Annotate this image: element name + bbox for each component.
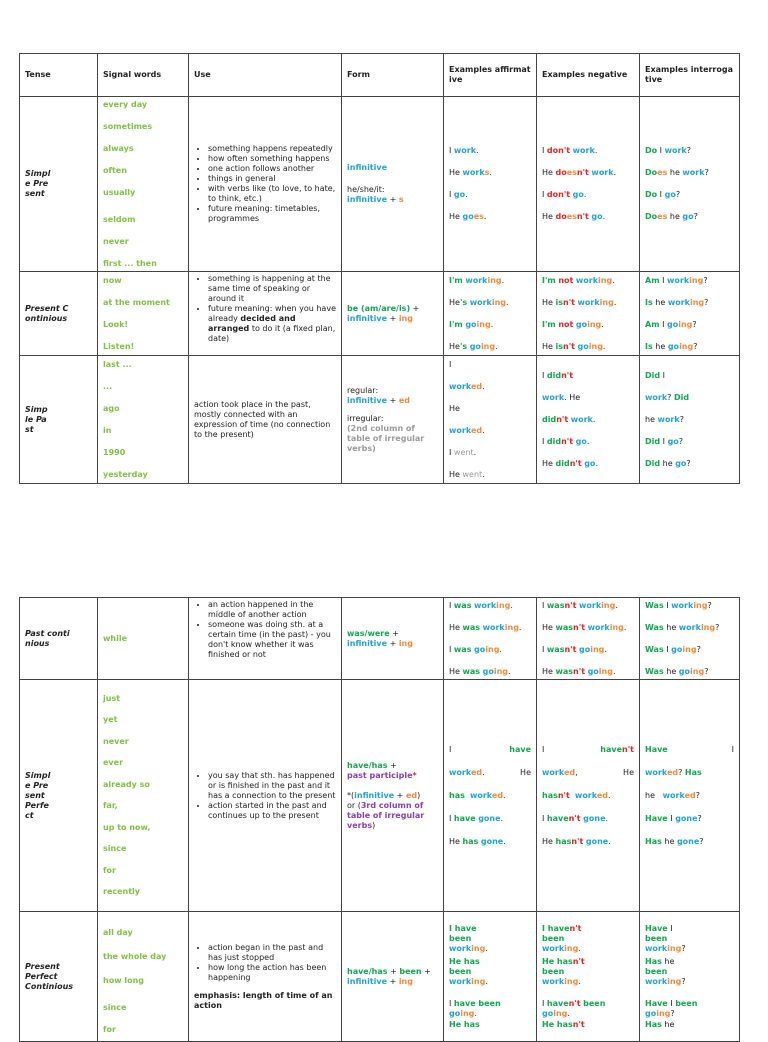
use-cell — [189, 680, 342, 912]
form-cell: be (am/are/is) + infinitive + ing — [342, 272, 444, 356]
form-infinitive: infinitive — [347, 163, 388, 172]
header-use: Use — [189, 54, 342, 97]
use-item: • someone was doing sth. at a certain time (in the past) - you don't know whether it was finished or not — [208, 620, 336, 660]
signal-words — [98, 598, 189, 680]
signal-word: just — [103, 693, 121, 703]
use-item: • how long the action has been happening — [208, 963, 336, 983]
signal-word: for — [103, 865, 116, 875]
signal-word: all day — [103, 928, 133, 937]
examples-interrogative: Have I been working? Has he been working? Have I been going? Has he — [640, 912, 740, 1042]
row-simple-present — [20, 97, 740, 272]
row-present-perfect-continuous — [20, 912, 740, 1042]
examples-affirmative: I work. He works. I go. He goes. — [444, 97, 537, 272]
examples-negative: I'm not working. He isn't working. I'm not going. He isn't going. — [537, 272, 640, 356]
use-item: • future meaning: when you have already decided and arranged to do it (a fixed plan, date) — [208, 304, 336, 344]
examples-interrogative: Did I work? Did he work? Did I go? Did he go? — [640, 356, 740, 484]
use-item: • how often something happens — [208, 154, 336, 164]
signal-word: never — [103, 236, 129, 246]
signal-word: every day — [103, 99, 148, 109]
use-item: • future meaning: timetables, programmes — [208, 204, 336, 224]
form-cell: have/has + been + infinitive + ing — [342, 912, 444, 1042]
signal-word: already so — [103, 779, 150, 789]
use-item: • one action follows another — [208, 164, 336, 174]
signal-words — [98, 97, 189, 272]
signal-word: since — [103, 844, 127, 854]
signal-word: seldom — [103, 214, 136, 224]
examples-affirmative: I have worked. He has worked. I have gone. He has gone. — [444, 680, 537, 912]
signal-word: ago — [103, 403, 120, 413]
signal-words — [98, 680, 189, 912]
signal-word: the whole day — [103, 952, 167, 961]
form-cell: regular: infinitive + ed irregular: (2nd column of table of irregular verbs) — [342, 356, 444, 484]
examples-affirmative: I worked. He worked. I went. He went. — [444, 356, 537, 484]
row-present-continuous — [20, 272, 740, 356]
tenses-table-2 — [19, 597, 740, 1042]
signal-word: now — [103, 275, 122, 285]
header-examples-negative: Examples negative — [537, 54, 640, 97]
examples-affirmative: I have been working. He has been working. I have been going. He has — [444, 912, 537, 1042]
tenses-table-1 — [19, 53, 740, 484]
use-item: • something is happening at the same time of speaking or around it — [208, 274, 336, 304]
signal-words — [98, 272, 189, 356]
tense-name: Simple Past — [20, 356, 98, 484]
row-past-continuous — [20, 598, 740, 680]
signal-word: Look! — [103, 319, 129, 329]
signal-word: 1990 — [103, 447, 126, 457]
form-he-she-it: he/she/it: — [347, 185, 385, 194]
signal-word: Listen! — [103, 341, 135, 351]
examples-interrogative: Do I work? Does he work? Do I go? Does he go? — [640, 97, 740, 272]
use-cell — [189, 272, 342, 356]
examples-interrogative: Was I working? Was he working? Was I going? Was he going? — [640, 598, 740, 680]
examples-negative: I don't work. He doesn't work. I don't go. He doesn't go. — [537, 97, 640, 272]
signal-word: always — [103, 143, 134, 153]
header-signal-words: Signal words — [98, 54, 189, 97]
examples-negative: I didn't work. He didn't work. I didn't go. He didn't go. — [537, 356, 640, 484]
use-cell — [189, 598, 342, 680]
use-cell — [189, 97, 342, 272]
signal-word: ... — [103, 381, 113, 391]
examples-affirmative: I'm working. He's working. I'm going. He's going. — [444, 272, 537, 356]
form-cell: was/were + infinitive + ing — [342, 598, 444, 680]
signal-word: first ... then — [103, 258, 157, 268]
use-item: • something happens repeatedly — [208, 144, 336, 154]
signal-word: up to now, — [103, 822, 151, 832]
emphasis-note: emphasis: length of time of an action — [194, 990, 333, 1010]
tense-name: Present Perfect Continious — [20, 912, 98, 1042]
signal-word: far, — [103, 801, 118, 811]
signal-word: yet — [103, 715, 118, 725]
use-item: • an action happened in the middle of another action — [208, 600, 336, 620]
header-examples-interrogative: Examples interrogative — [640, 54, 740, 97]
examples-affirmative: I was working. He was working. I was going. He was going. — [444, 598, 537, 680]
table-header-row — [20, 54, 740, 97]
use-item: • action began in the past and has just stopped — [208, 943, 336, 963]
form-cell: have/has + past participle* *(infinitive + ed) or (3rd column of table of irregular verbs) — [342, 680, 444, 912]
use-cell — [189, 912, 342, 1042]
header-examples-affirmative: Examples affirmative — [444, 54, 537, 97]
use-item: • things in general — [208, 174, 336, 184]
tense-name: Simple Present Perfect — [20, 680, 98, 912]
use-item: • with verbs like (to love, to hate, to think, etc.) — [208, 184, 336, 204]
row-simple-past — [20, 356, 740, 484]
signal-word: sometimes — [103, 121, 153, 131]
signal-words — [98, 356, 189, 484]
signal-word: never — [103, 736, 129, 746]
use-item: • action started in the past and continues up to the present — [208, 801, 336, 821]
signal-word: while — [103, 633, 127, 643]
examples-negative: I wasn't working. He wasn't working. I wasn't going. He wasn't going. — [537, 598, 640, 680]
signal-word: usually — [103, 187, 136, 197]
signal-word: often — [103, 165, 127, 175]
signal-word: since — [103, 1003, 127, 1012]
signal-words — [98, 912, 189, 1042]
row-present-perfect — [20, 680, 740, 912]
signal-word: ever — [103, 758, 124, 768]
tense-name: Present Continious — [20, 272, 98, 356]
examples-negative: I haven't been working. He hasn't been working. I haven't been going. He hasn't — [537, 912, 640, 1042]
signal-word: yesterday — [103, 469, 148, 479]
signal-word: last ... — [103, 359, 132, 369]
header-tense: Tense — [20, 54, 98, 97]
signal-word: for — [103, 1025, 116, 1034]
examples-interrogative: Have I worked? Has he worked? Have I gone? Has he gone? — [640, 680, 740, 912]
use-item: • you say that sth. has happened or is finished in the past and it has a connection to the present — [208, 771, 336, 801]
signal-word: how long — [103, 976, 145, 985]
use-cell: action took place in the past, mostly connected with an expression of time (no connection to the present) — [189, 356, 342, 484]
signal-word: recently — [103, 887, 141, 897]
form-cell: infinitive he/she/it: infinitive + s — [342, 97, 444, 272]
examples-negative: I haven't worked, He hasn't worked. I haven't gone. He hasn't gone. — [537, 680, 640, 912]
header-form: Form — [342, 54, 444, 97]
signal-word: in — [103, 425, 112, 435]
examples-interrogative: Am I working? Is he working? Am I going? Is he going? — [640, 272, 740, 356]
signal-word: at the moment — [103, 297, 170, 307]
tense-name: Simple Present — [20, 97, 98, 272]
tense-name: Past continious — [20, 598, 98, 680]
